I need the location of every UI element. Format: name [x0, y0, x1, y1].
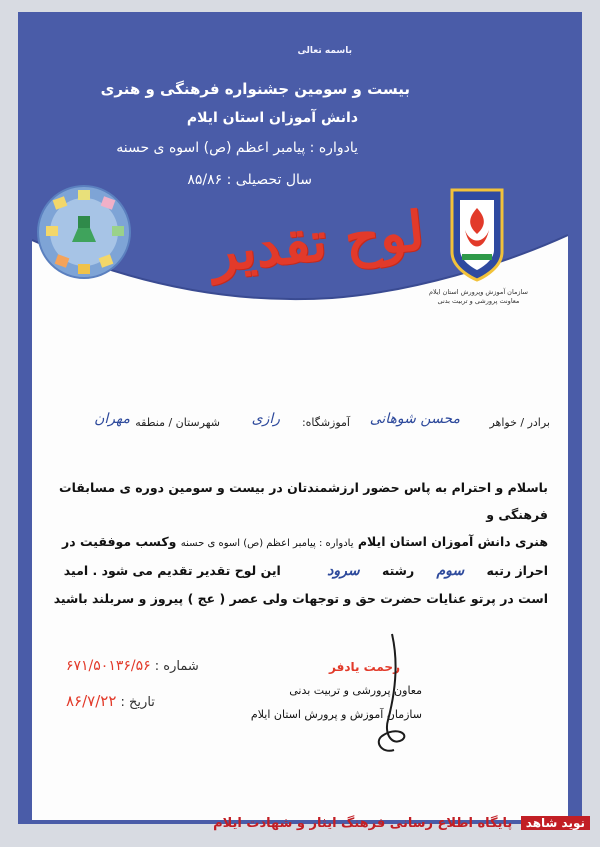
- field-label: رشته: [381, 563, 415, 578]
- logo-caption-org: سازمان آموزش وپرورش استان ایلام: [428, 288, 528, 296]
- body-line-2-theme: یادواره : پیامبر اعظم (ص) اسوه ی حسنه: [180, 538, 354, 549]
- body-line-1: باسلام و احترام به پاس حضور ارزشمندتان در بیست و سومین دوره ی مسابقات فرهنگی و: [59, 480, 548, 522]
- body-line-2-end: وکسب موفقیت در: [62, 534, 177, 549]
- body-line-2: [48, 528, 548, 557]
- emblem-icon: [452, 190, 502, 280]
- field-value: سرود: [327, 563, 360, 579]
- watermark-text: پایگاه اطلاع رسانی فرهنگ ایثار و شهادت ایلام: [213, 816, 513, 831]
- date-label: تاریخ :: [120, 695, 155, 710]
- festival-title: بیست و سومین جشنواره فرهنگی و هنری: [100, 80, 410, 98]
- number-label: شماره :: [154, 659, 199, 674]
- school-label: آموزشگاه:: [301, 416, 350, 429]
- city-label: شهرستان / منطقه: [135, 416, 220, 429]
- medallion-icon: [38, 186, 130, 278]
- signatory-organization: سازمان آموزش و پرورش استان ایلام: [250, 708, 422, 721]
- certificate-body: [48, 474, 548, 612]
- reference-date: [66, 692, 155, 710]
- certificate-paper: [32, 30, 568, 820]
- signatory-name: رحمت یادفر: [329, 660, 400, 674]
- number-value: ۶۷۱/۵۰۱۳۶/۵۶: [66, 658, 151, 674]
- memorial-theme: یادواره : پیامبر اعظم (ص) اسوه ی حسنه: [116, 140, 358, 156]
- recipient-fields: [50, 411, 550, 436]
- watermark: [213, 816, 590, 840]
- signatory-title: معاون پرورشی و تربیت بدنی: [289, 684, 422, 697]
- body-line-2-start: هنری دانش آموزان استان ایلام: [357, 534, 548, 549]
- recipient-label: برادر / خواهر: [489, 416, 550, 429]
- certificate-title: لوح تقدیر: [208, 198, 428, 285]
- school-value: رازی: [251, 411, 280, 427]
- academic-year: سال تحصیلی : ۸۵/۸۶: [187, 172, 312, 188]
- recipient-value: محسن شوهانی: [369, 411, 460, 427]
- body-line-3: [48, 557, 548, 585]
- bismillah-text: باسمه تعالی: [297, 46, 352, 56]
- watermark-badge: نوید شاهد: [521, 816, 590, 830]
- reference-number: [66, 658, 199, 674]
- logo-caption: [429, 288, 528, 306]
- logo-caption-dept: معاونت پرورشی و تربیت بدنی: [437, 297, 520, 305]
- festival-subtitle: دانش آموزان استان ایلام: [186, 110, 358, 126]
- rank-value: سوم: [436, 563, 465, 579]
- date-value: ۸۶/۷/۲۲: [66, 692, 117, 710]
- city-value: مهران: [94, 411, 130, 427]
- signature-mark: [352, 630, 432, 760]
- rank-label: احراز رتبه: [486, 563, 548, 578]
- body-line-4: است در پرتو عنایات حضرت حق و توجهات ولی عصر ( عج ) پیروز و سربلند باشید: [53, 591, 548, 606]
- body-line-3-end: این لوح تقدیر تقدیم می شود . امید: [63, 563, 281, 578]
